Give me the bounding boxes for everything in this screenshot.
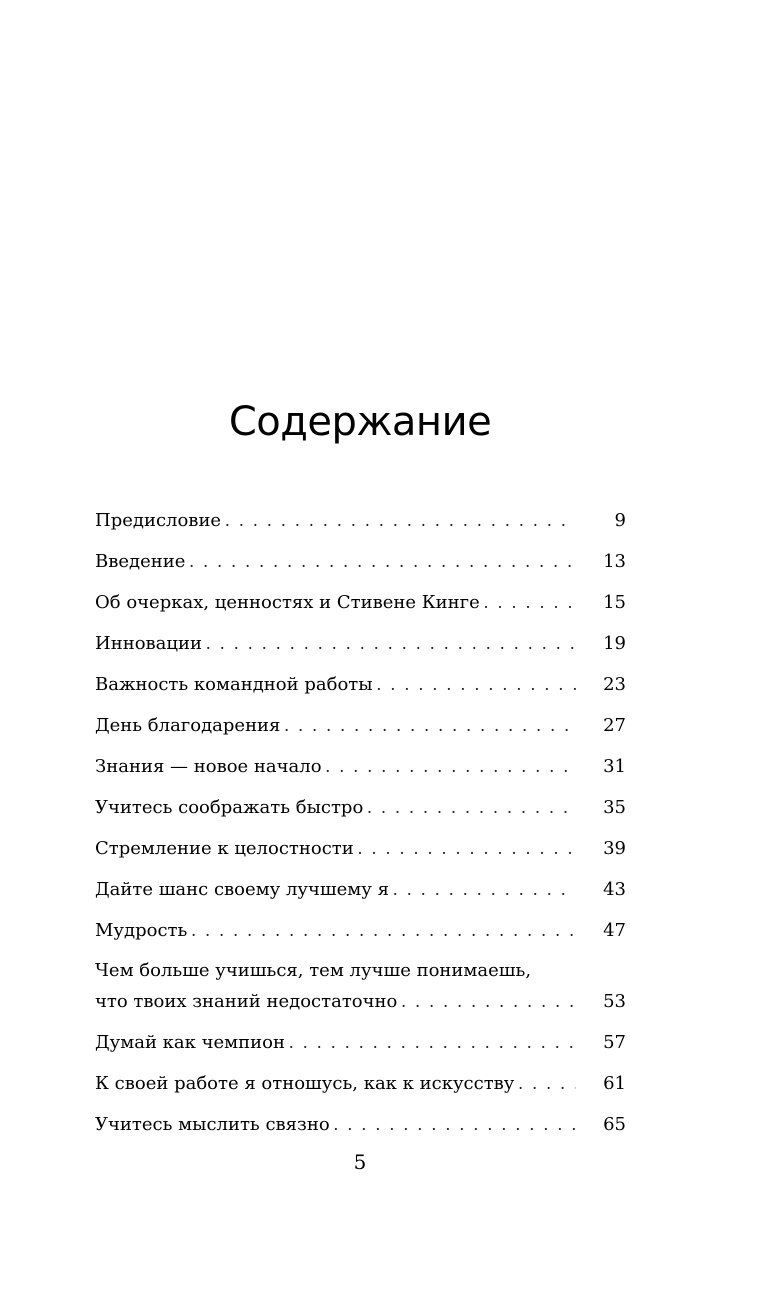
toc-entry: [95, 1027, 626, 1058]
toc-entry-title: Учитесь мыслить связно: [95, 1114, 330, 1135]
toc-entry-title: Дайте шанс своему лучшему я: [95, 879, 389, 900]
toc-entry: [95, 956, 626, 1017]
dot-leader: [334, 1109, 576, 1139]
toc-entry-page: 39: [603, 838, 626, 859]
toc-entry-page: 47: [603, 920, 626, 941]
dot-leader: [289, 1027, 576, 1057]
toc-entry-page: 27: [603, 715, 626, 736]
toc-entry: [95, 1068, 626, 1099]
toc-entry-title: День благодарения: [95, 715, 281, 736]
toc-entry-page: 19: [603, 633, 626, 654]
toc-entry: [95, 628, 626, 659]
dot-leader: [225, 505, 576, 535]
dot-leader: [484, 587, 576, 617]
toc-entry-page: 31: [603, 756, 626, 777]
dot-leader: [518, 1068, 576, 1098]
toc-entry: [95, 915, 626, 946]
toc-entry-page: 35: [603, 797, 626, 818]
dot-leader: [377, 669, 576, 699]
toc-entry: [95, 751, 626, 782]
toc-entry-title: Важность командной работы: [95, 674, 373, 695]
toc-entry-page: 23: [603, 674, 626, 695]
toc-entry: [95, 505, 626, 536]
dot-leader: [358, 833, 576, 863]
toc-entry: [95, 587, 626, 618]
toc-entry-title: Мудрость: [95, 920, 188, 941]
dot-leader: [191, 915, 576, 945]
toc-entry-title: Инновации: [95, 633, 202, 654]
dot-leader: [189, 546, 576, 576]
toc-entry: [95, 669, 626, 700]
dot-leader: [284, 710, 576, 740]
toc-entry-title: Стремление к целостности: [95, 838, 354, 859]
toc-entry-page: 57: [603, 1032, 626, 1053]
toc-entry: [95, 874, 626, 905]
dot-leader: [393, 874, 576, 904]
toc-entry-title: К своей работе я отношусь, как к искусству: [95, 1073, 515, 1094]
toc-entry-page: 53: [603, 991, 626, 1012]
toc-entry-title: Знания — новое начало: [95, 756, 322, 777]
dot-leader: [326, 751, 576, 781]
toc-entry: [95, 710, 626, 741]
toc-entry-page: 61: [603, 1073, 626, 1094]
toc-entry-page: 9: [614, 510, 626, 531]
page-number: 5: [353, 1150, 367, 1174]
toc-entry-title: Предисловие: [95, 510, 222, 531]
toc-entry-title: что твоих знаний недостаточно: [95, 991, 398, 1012]
dot-leader: [367, 792, 576, 822]
toc-entry-title-line1: Чем больше учишься, тем лучше понимаешь,: [95, 960, 532, 981]
toc-entry-page: 13: [603, 551, 626, 572]
toc-entry: [95, 1109, 626, 1140]
toc-entry-title: Об очерках, ценностях и Стивене Кинге: [95, 592, 480, 613]
toc-entry-page: 15: [603, 592, 626, 613]
dot-leader: [401, 986, 576, 1016]
toc-entry-title: Думай как чемпион: [95, 1032, 286, 1053]
toc-entry-page: 43: [603, 879, 626, 900]
toc-entry: [95, 792, 626, 823]
toc-entry-page: 65: [603, 1114, 626, 1135]
toc-entry-title: Введение: [95, 551, 186, 572]
toc-entry: [95, 833, 626, 864]
page-title: Содержание: [228, 398, 492, 445]
toc-entry-title: Учитесь соображать быстро: [95, 797, 364, 818]
table-of-contents: [95, 505, 626, 1150]
dot-leader: [206, 628, 576, 658]
toc-entry: [95, 546, 626, 577]
